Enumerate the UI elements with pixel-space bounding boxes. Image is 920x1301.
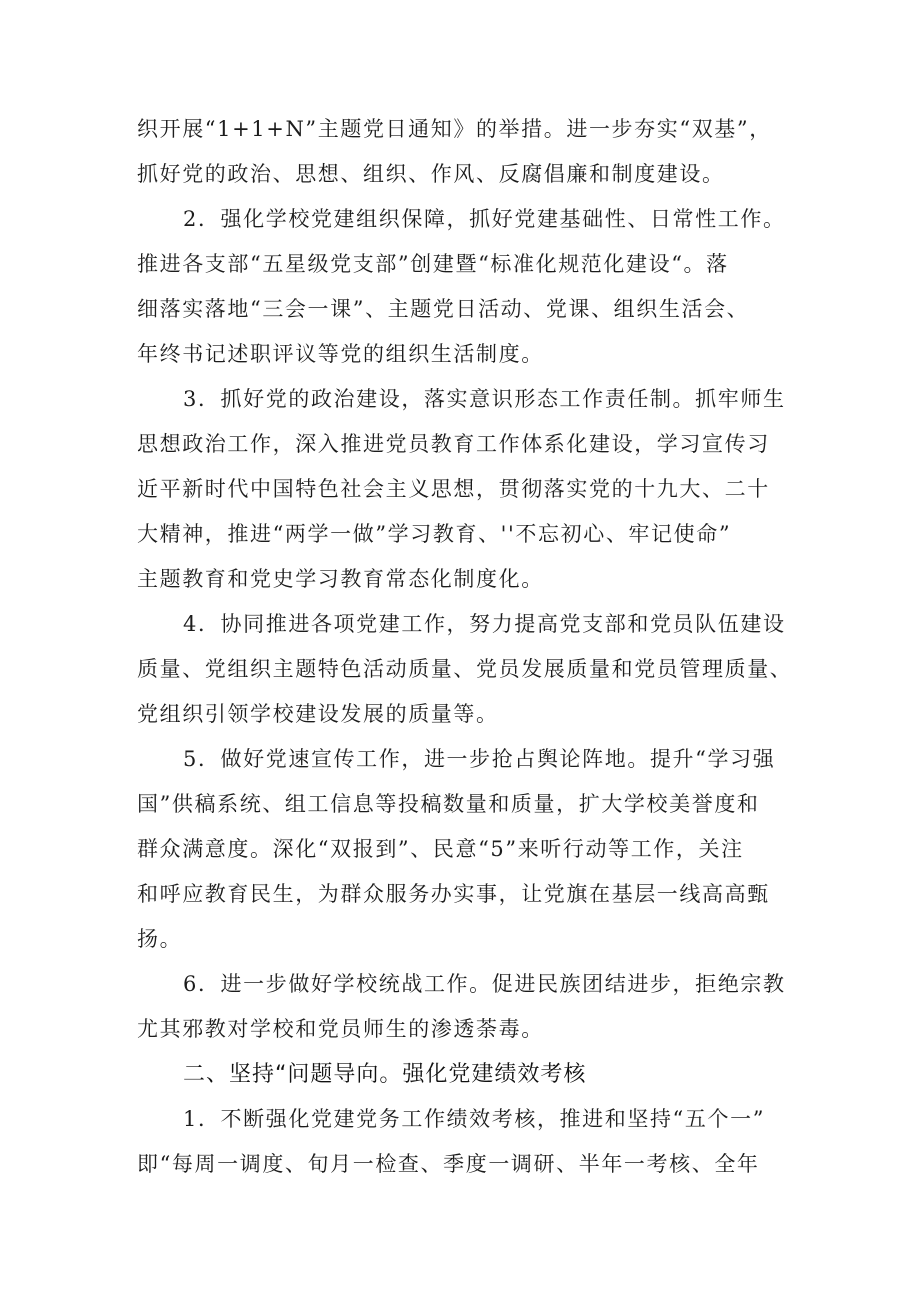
- text-line: 国”供稿系统、组工信息等投稿数量和质量，扩大学校美誉度和: [137, 792, 760, 816]
- text-line: 质量、党组织主题特色活动质量、党员发展质量和党员管理质量、: [137, 657, 793, 681]
- text-line: 3．抓好党的政治建设，落实意识形态工作责任制。抓牢师生: [183, 387, 786, 411]
- text-line: 主题教育和党史学习教育常态化制度化。: [137, 567, 544, 591]
- text-line: 4．协同推进各项党建工作，努力提高党支部和党员队伍建设: [183, 612, 786, 636]
- heading-text: 二、坚持“问题导向。强化党建绩效考核: [183, 1062, 587, 1087]
- text-line: 推进各支部“五星级党支部”创建暨“标准化规范化建设“。落: [137, 252, 729, 276]
- text-line: 织开展“1+1+N”主题党日通知》的举措。进一步夯实“双基”，: [137, 117, 772, 141]
- text-line: 大精神，推进“两学一做”学习教育、''不忘初心、牢记使命”: [137, 522, 732, 546]
- text-line: 思想政治工作，深入推进党员教育工作体系化建设，学习宣传习: [137, 432, 770, 456]
- text-line: 近平新时代中国特色社会主义思想，贯彻落实党的十九大、二十: [137, 477, 770, 501]
- text-line: 即“每周一调度、旬月一检查、季度一调研、半年一考核、全年: [137, 1152, 760, 1176]
- text-line: 1．不断强化党建党务工作绩效考核，推进和坚持“五个一”: [183, 1107, 766, 1131]
- text-line: 党组织引领学校建设发展的质量等。: [137, 702, 499, 726]
- text-line: 和呼应教育民生，为群众服务办实事，让党旗在基层一线高高甄: [137, 882, 770, 906]
- text-line: 抓好党的政治、思想、组织、作风、反腐倡廉和制度建设。: [137, 162, 725, 186]
- text-line: 2．强化学校党建组织保障，抓好党建基础性、日常性工作。: [183, 207, 786, 231]
- text-line: 6．进一步做好学校统战工作。促进民族团结进步，拒绝宗教: [183, 972, 786, 996]
- text-line: 尤其邪教对学校和党员师生的渗透荼毒。: [137, 1017, 544, 1041]
- text-line: 5．做好党速宣传工作，进一步抢占舆论阵地。提升“学习强: [183, 747, 776, 771]
- text-line: 年终书记述职评议等党的组织生活制度。: [137, 342, 544, 366]
- text-line: 细落实落地“三会一课”、主题党日活动、党课、组织生活会、: [137, 297, 750, 321]
- text-line: 群众满意度。深化“双报到”、民意“5”来听行动等工作，关注: [137, 837, 744, 861]
- text-line: 扬。: [137, 927, 183, 951]
